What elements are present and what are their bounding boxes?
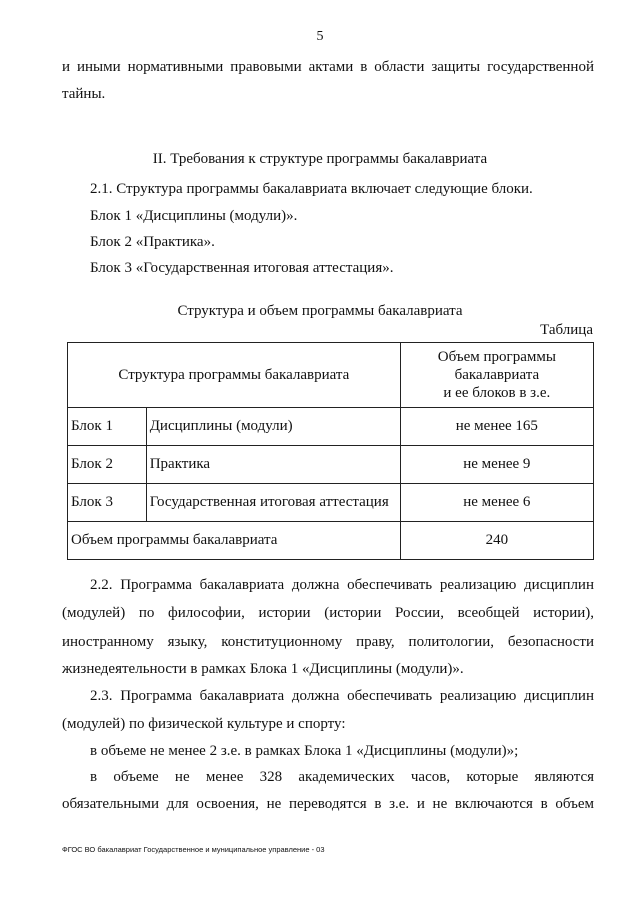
- block-volume-cell: не менее 165: [400, 408, 593, 446]
- block-cell: Блок 3: [68, 484, 147, 522]
- block-name-cell: Дисциплины (модули): [146, 408, 400, 446]
- block-volume-cell: не менее 6: [400, 484, 593, 522]
- para-2-2-line-3: иностранному языку, конституционному праву, политологии, безопасности: [62, 634, 594, 650]
- para-volume-ze: в объеме не менее 2 з.е. в рамках Блока 1 «Дисциплины (модули)»;: [90, 743, 519, 759]
- section-item-block-3: Блок 3 «Государственная итоговая аттестация».: [90, 260, 394, 276]
- block-name-cell: Государственная итоговая аттестация: [146, 484, 400, 522]
- header-volume-line-1: Объем программы: [437, 349, 556, 365]
- para-2-3-line-2: (модулей) по физической культуре и спорту:: [62, 716, 346, 732]
- para-2-3-line-1: 2.3. Программа бакалавриата должна обеспечивать реализацию дисциплин: [90, 688, 594, 704]
- block-volume-cell: не менее 9: [400, 446, 593, 484]
- section-item-block-2: Блок 2 «Практика».: [90, 234, 215, 250]
- block-cell: Блок 1: [68, 408, 147, 446]
- table-caption: Структура и объем программы бакалавриата: [177, 303, 463, 319]
- table-total-row: [68, 522, 594, 560]
- program-structure-table: [67, 342, 594, 560]
- header-volume-cell: [400, 343, 593, 408]
- para-2-2-line-4: жизнедеятельности в рамках Блока 1 «Дисциплины (модули)».: [62, 661, 464, 677]
- block-cell: Блок 2: [68, 446, 147, 484]
- para-volume-hours-line-1: в объеме не менее 328 академических часов, которые являются: [90, 769, 594, 785]
- document-footer: ФГОС ВО бакалавриат Государственное и муниципальное управление - 03: [62, 845, 325, 854]
- header-structure-cell: Структура программы бакалавриата: [68, 343, 401, 408]
- header-volume-line-3: и ее блоков в з.е.: [443, 385, 551, 401]
- total-label-cell: Объем программы бакалавриата: [68, 522, 401, 560]
- header-volume-line-2: бакалавриата: [454, 367, 540, 383]
- table-row: [68, 408, 594, 446]
- intro-line-2: тайны.: [62, 86, 106, 102]
- table-header-row: [68, 343, 594, 408]
- para-2-2-line-1: 2.2. Программа бакалавриата должна обеспечивать реализацию дисциплин: [90, 577, 594, 593]
- section-title: II. Требования к структуре программы бакалавриата: [152, 151, 488, 167]
- table-label: Таблица: [540, 322, 593, 338]
- section-item-block-1: Блок 1 «Дисциплины (модули)».: [90, 208, 298, 224]
- block-name-cell: Практика: [146, 446, 400, 484]
- page-number: 5: [316, 29, 324, 44]
- total-value-cell: 240: [400, 522, 593, 560]
- section-item-2-1: 2.1. Структура программы бакалавриата включает следующие блоки.: [90, 181, 533, 197]
- para-2-2-line-2: (модулей) по философии, истории (истории России, всеобщей истории),: [62, 605, 594, 621]
- para-volume-hours-line-2: обязательными для освоения, не переводятся в з.е. и не включаются в объем: [62, 796, 594, 812]
- intro-line-1: и иными нормативными правовыми актами в области защиты государственной: [62, 59, 594, 75]
- table-row: [68, 484, 594, 522]
- table-row: [68, 446, 594, 484]
